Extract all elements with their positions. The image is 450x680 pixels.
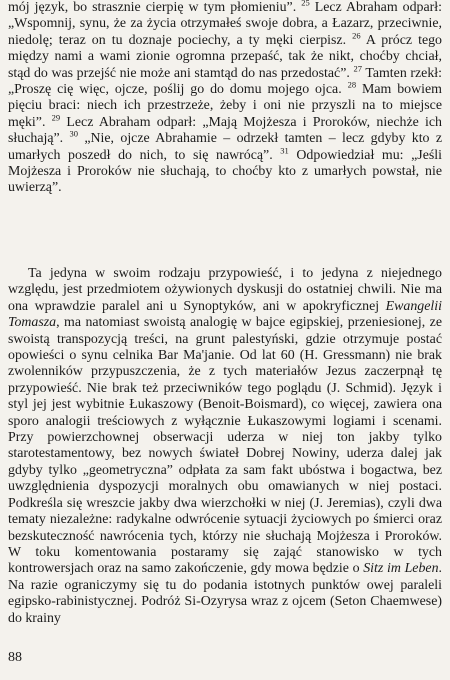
text-run: A prócz tego między nami a wami zionie ogromna przepaść, tak że nikt, choćby chciał, stąd do was przejść nie może ani stamtąd do nas przedostać”.: [8, 32, 443, 81]
text-run: Odpowiedział mu: „Jeśli Mojżesza i Proroków nie słuchają, to choćby kto z umarłych powstał, nie uwierzą”.: [8, 147, 442, 196]
verse-number: 26: [352, 30, 361, 41]
verse-number: 27: [353, 63, 362, 73]
text-run: , ma natomiast swoistą analogię w bajce egipskiej, przeniesionej, ze swoistą transpozycją treści, na grunt palestyński, gdzie otrzymuje postać opowieści o synu celnika Bar Ma'janie. Od lat 60 (H. Gressmann) nie brak zwolenników przypuszczenia, że z tych materiałów Jezus zaczerpnął tę przypowieść. Nie brak też przeciwników tego poglądu (J. Schmid). Język i styl jej jest wybitnie Łukaszowy (Benoit-Boismard), co więcej, zawiera ona sporo analogii treściowych z wyłącznie Łukaszowymi logiami i scenami. Przy powierzchownej obserwacji uderza w niej ton jakby tylko starotestamentowy, bez nowych świateł Dobrej Nowiny, uderza dalej jak gdyby tylko „geometryczna” odpłata za sam fakt ubóstwa i bogactwa, bez uwzględnienia dyspozycji moralnych obu omawianych w niej postaci. Podkreśla się wreszcie jakby dwa wierzchołki w niej (J. Jeremias), czyli dwa tematy niezależne: radykalne odwrócenie sytuacji życiowych po śmierci oraz bezskuteczność nawrócenia tych, którzy nie słuchają Mojżesza i Proroków. W toku komentowania postaramy się zająć stanowisko w tych kontrowersjach oraz na samo zakończenie, gdy mowa będzie o: [8, 315, 442, 577]
italic-title: Sitz im Leben: [363, 561, 439, 577]
verse-number: 30: [69, 128, 78, 139]
book-page: [8, 0, 442, 680]
text-run: Lecz Abraham odparł: „Mają Mojżesza i Proroków, niechże ich słuchają”.: [8, 114, 443, 147]
text-run: „Nie, ojcze Abrahamie – odrzekł tamten – lecz gdyby kto z umarłych poszedł do nich, to się nawrócą”.: [8, 131, 442, 163]
scripture-quote-paragraph: [8, 0, 442, 197]
text-run: Mam bowiem pięciu braci: niech ich przestrzeże, żeby i oni nie przyszli na to miejsce męki”.: [8, 82, 442, 130]
italic-title: Ewangelii Tomasza: [8, 298, 442, 331]
verse-number: 25: [301, 0, 310, 8]
verse-number: 29: [51, 112, 61, 123]
page-number: 88: [8, 650, 22, 665]
verse-number: 28: [347, 79, 357, 90]
text-run: Ta jedyna w swoim rodzaju przypowieść, i to jedyna z niejednego względu, jest przedmiotem ożywionych dyskusji do ostatniej chwili. Nie ma ona wprawdzie paralel ani u Synoptyków, ani w apokryficznej: [8, 266, 442, 314]
text-run: mój język, bo strasznie cierpię w tym płomieniu”.: [8, 0, 302, 15]
verse-number: 31: [280, 145, 289, 156]
text-run: . Na razie ograniczymy się tu do podania istotnych punktów owej paraleli egipsko-rabinistycznej. Podróż Si-Ozyrysa wraz z ojcem (Seton Chaemwese) do krainy: [8, 561, 442, 626]
text-run: Lecz Abraham odparł: „Wspomnij, synu, że za życia otrzymałeś swoje dobra, a Łazarz, przeciwnie, niedolę; teraz on tu doznaje pociechy, a ty męki cierpisz.: [8, 0, 442, 48]
commentary-paragraph: [8, 266, 442, 627]
text-run: Tamten rzekł: „Proszę cię więc, ojcze, poślij go do domu mojego ojca.: [8, 65, 442, 98]
